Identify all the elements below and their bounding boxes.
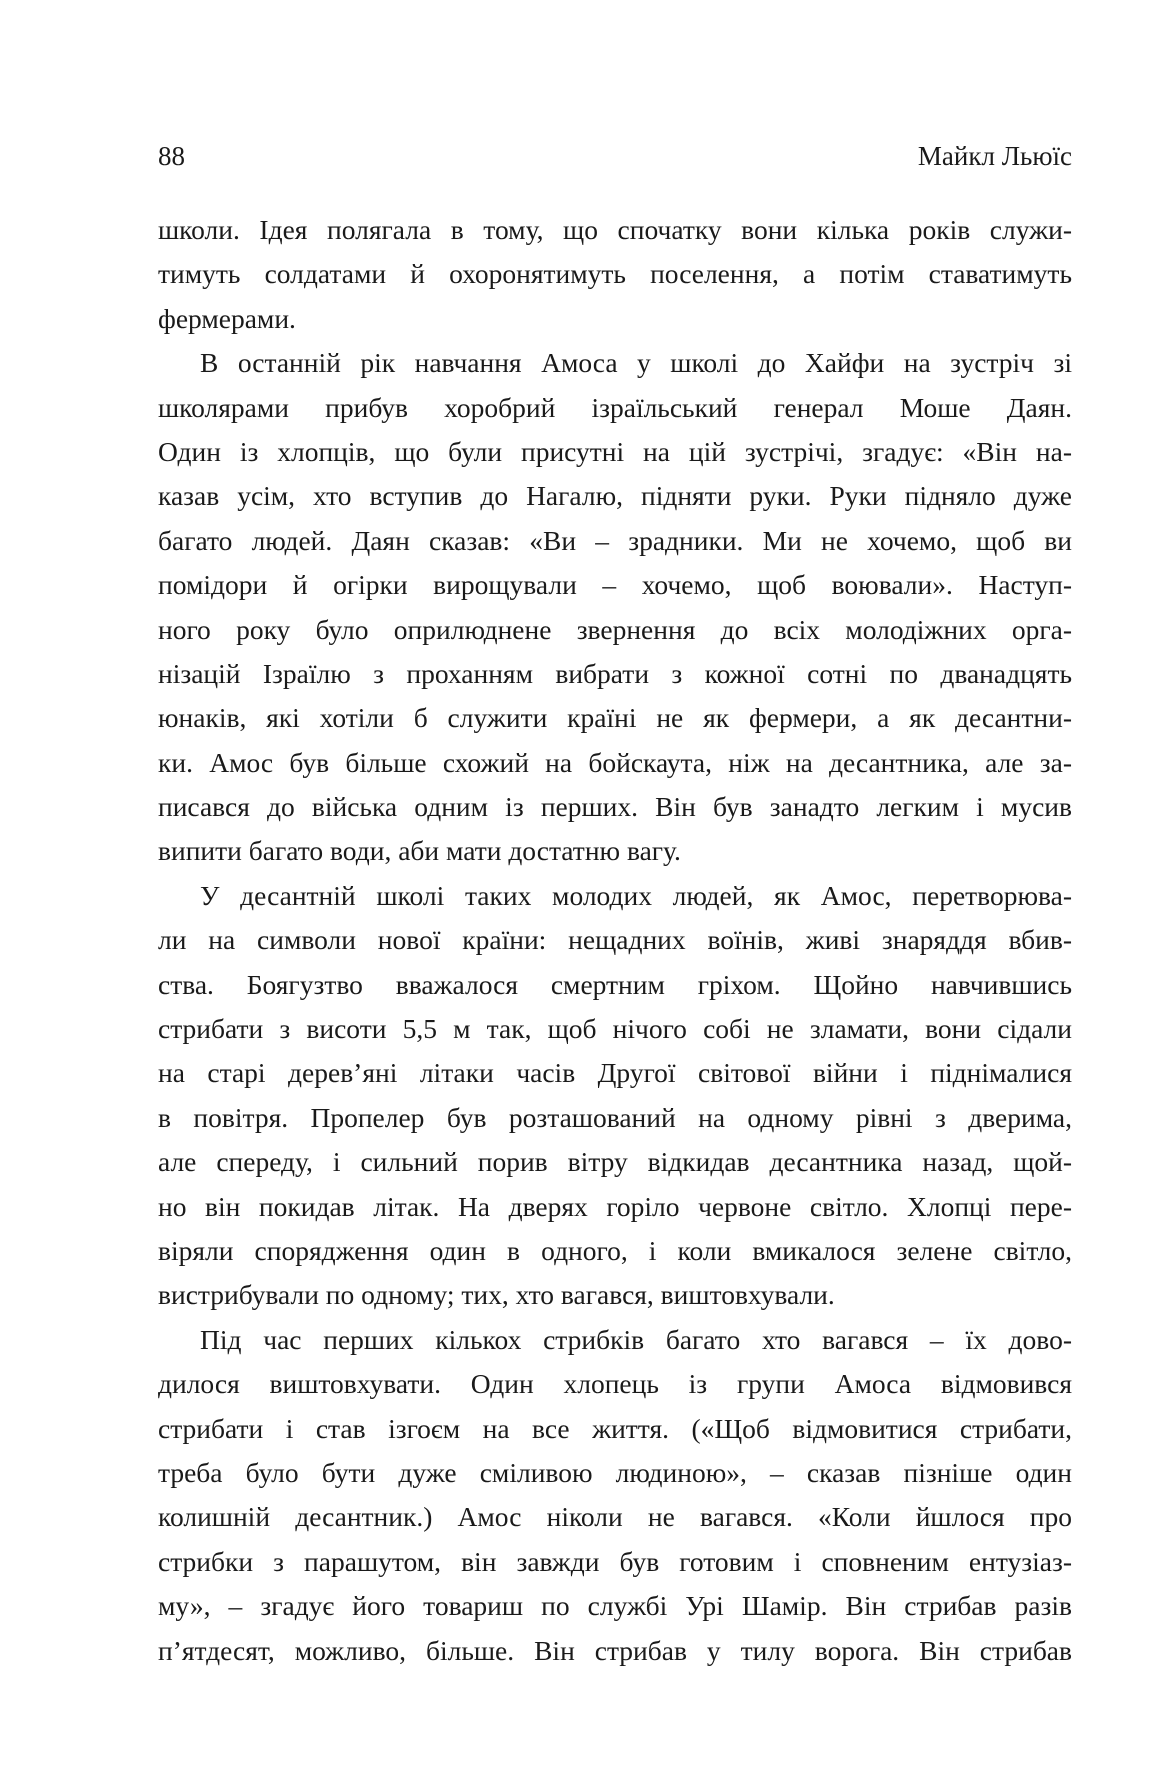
text-line: [158, 430, 1072, 474]
text-line-content: п’ятдесят, можливо, більше. Він стрибав у тилу ворога. Він стрибав: [158, 1634, 1072, 1666]
text-line: [158, 519, 1072, 563]
text-line-content: ки. Амос був більше схожий на бойскаута, ніж на десантника, але за-: [158, 746, 1072, 778]
text-line: [158, 563, 1072, 607]
text-line: [158, 741, 1072, 785]
text-line-content: віряли спорядження один в одного, і коли вмикалося зелене світло,: [158, 1234, 1072, 1266]
text-line-content: в повітря. Пропелер був розташований на одному рівні з дверима,: [158, 1101, 1072, 1133]
text-line-content: му», – згадує його товариш по службі Урі Шамір. Він стрибав разів: [158, 1590, 1072, 1622]
text-line-content: багато людей. Даян сказав: «Ви – зрадники. Ми не хочемо, щоб ви: [158, 524, 1072, 556]
text-line-content: стрибки з парашутом, він завжди був готовим і сповненим ентузіаз-: [158, 1545, 1072, 1577]
text-line-content: випити багато води, аби мати достатню вагу.: [158, 835, 681, 867]
text-line-content: нізацій Ізраїлю з проханням вибрати з кожної сотні по дванадцять: [158, 657, 1072, 689]
text-line: [158, 1451, 1072, 1495]
text-line: [158, 696, 1072, 740]
page-body: [158, 208, 1072, 1673]
text-line-content: но він покидав літак. На дверях горіло червоне світло. Хлопці пере-: [158, 1190, 1072, 1222]
text-line: [158, 1495, 1072, 1539]
text-line-content: писався до війська одним із перших. Він був занадто легким і мусив: [158, 791, 1072, 823]
text-line: [158, 1229, 1072, 1273]
text-line-content: В останній рік навчання Амоса у школі до Хайфи на зустріч зі: [200, 347, 1072, 379]
text-line: [158, 386, 1072, 430]
paragraph: [158, 874, 1072, 1318]
text-line-content: треба було бути дуже сміливою людиною», – сказав пізніше один: [158, 1456, 1072, 1488]
text-line: [158, 829, 1072, 873]
text-line: [158, 1318, 1072, 1362]
text-line: [158, 608, 1072, 652]
text-line-content: У десантній школі таких молодих людей, як Амос, перетворюва-: [200, 879, 1072, 911]
text-line: [158, 785, 1072, 829]
text-line: [158, 1629, 1072, 1673]
text-line-content: ли на символи нової країни: нещадних воїнів, живі знаряддя вбив-: [158, 924, 1072, 956]
running-title: Майкл Льюїс: [917, 140, 1072, 171]
text-line-content: Один із хлопців, що були присутні на цій зустрічі, згадує: «Він на-: [158, 435, 1072, 467]
text-line: [158, 1096, 1072, 1140]
paragraph: [158, 341, 1072, 874]
text-line-content: стрибати з висоти 5,5 м так, щоб нічого собі не зламати, вони сідали: [158, 1013, 1072, 1045]
text-line: [158, 1007, 1072, 1051]
text-line-content: школярами прибув хоробрий ізраїльський генерал Моше Даян.: [158, 391, 1072, 423]
text-line-content: дилося виштовхувати. Один хлопець із групи Амоса відмовився: [158, 1368, 1072, 1400]
text-line-content: на старі дерев’яні літаки часів Другої світової війни і піднімалися: [158, 1057, 1072, 1089]
text-line-content: фермерами.: [158, 302, 296, 334]
text-line-content: школи. Ідея полягала в тому, що спочатку вони кілька років служи-: [158, 214, 1072, 245]
running-header: [158, 138, 1072, 174]
text-line: [158, 341, 1072, 385]
text-line-content: ного року було оприлюднене звернення до всіх молодіжних орга-: [158, 613, 1072, 645]
text-line-content: Під час перших кількох стрибків багато хто вагався – їх дово-: [200, 1323, 1072, 1355]
text-line: [158, 874, 1072, 918]
text-line: [158, 1273, 1072, 1317]
text-line-content: ства. Боягузтво вважалося смертним гріхом. Щойно навчившись: [158, 968, 1072, 1000]
paragraph: [158, 1318, 1072, 1673]
text-line-content: казав усім, хто вступив до Нагалю, підняти руки. Руки підняло дуже: [158, 480, 1072, 512]
text-line: [158, 1584, 1072, 1628]
text-line: [158, 252, 1072, 296]
text-line: [158, 474, 1072, 518]
page-number: 88: [158, 140, 185, 171]
text-line-content: колишній десантник.) Амос ніколи не вагався. «Коли йшлося про: [158, 1501, 1072, 1533]
text-line: [158, 1540, 1072, 1584]
text-line-content: але спереду, і сильний порив вітру відкидав десантника назад, щой-: [158, 1146, 1072, 1178]
text-line-content: стрибати і став ізгоєм на все життя. («Щоб відмовитися стрибати,: [158, 1412, 1072, 1444]
text-line: [158, 1185, 1072, 1229]
text-line-content: вистрибували по одному; тих, хто вагався, виштовхували.: [158, 1279, 835, 1311]
text-line: [158, 297, 1072, 341]
text-line: [158, 1140, 1072, 1184]
text-line: [158, 918, 1072, 962]
text-line: [158, 1407, 1072, 1451]
text-line-content: помідори й огірки вирощували – хочемо, щоб воювали». Наступ-: [158, 569, 1072, 601]
text-line-content: тимуть солдатами й охоронятимуть поселення, а потім ставатимуть: [158, 258, 1072, 290]
text-line: [158, 208, 1072, 252]
text-line: [158, 652, 1072, 696]
text-line: [158, 1051, 1072, 1095]
text-line: [158, 963, 1072, 1007]
text-line-content: юнаків, які хотіли б служити країні не як фермери, а як десантни-: [158, 702, 1072, 734]
text-line: [158, 1362, 1072, 1406]
paragraph: [158, 208, 1072, 341]
